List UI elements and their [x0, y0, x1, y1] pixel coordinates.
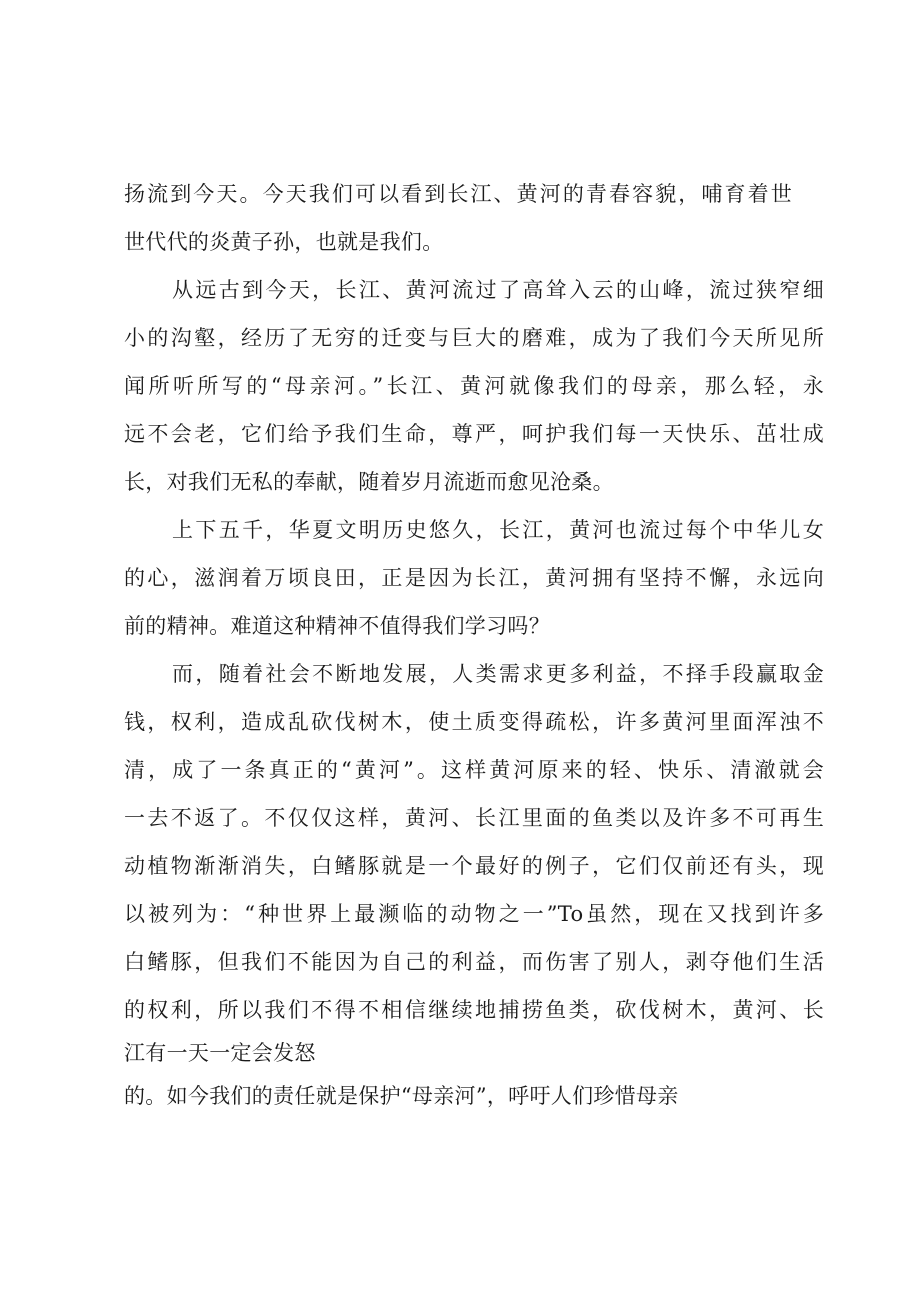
paragraph-1 — [124, 170, 824, 266]
paragraph-4 — [124, 650, 824, 1120]
paragraph-3 — [124, 506, 824, 650]
text-line: 长，对我们无私的奉献，随着岁月流逝而愈见沧桑。 — [124, 470, 614, 494]
text-line: 小的沟壑，经历了无穷的迁变与巨大的磨难，成为了我们今天所见所 — [124, 326, 824, 350]
text-line: 上下五千，华夏文明历史悠久，长江，黄河也流过每个中华儿女 — [172, 518, 824, 542]
text-line: 的权利，所以我们不得不相信继续地捕捞鱼类，砍伐树木，黄河、长 — [124, 998, 824, 1022]
text-line: 世代代的炎黄子孙，也就是我们。 — [124, 230, 444, 254]
text-line: 白鳍豚，但我们不能因为自己的利益，而伤害了别人，剥夺他们生活 — [124, 950, 824, 974]
paragraph-2 — [124, 266, 824, 506]
text-line: 一去不返了。不仅仅这样，黄河、长江里面的鱼类以及许多不可再生 — [124, 806, 824, 830]
text-line: 钱，权利，造成乱砍伐树木，使土质变得疏松，许多黄河里面浑浊不 — [124, 710, 824, 734]
text-line: 清，成了一条真正的“黄河”。这样黄河原来的轻、快乐、清澈就会 — [124, 758, 824, 782]
text-line: 远不会老，它们给予我们生命，尊严，呵护我们每一天快乐、茁壮成 — [124, 422, 824, 446]
body-text — [124, 170, 824, 1120]
text-line: 动植物渐渐消失，白鳍豚就是一个最好的例子，它们仅前还有头，现 — [124, 854, 824, 878]
text-line: 闻所听所写的“母亲河。”长江、黄河就像我们的母亲，那么轻，永 — [124, 374, 824, 398]
text-line: 扬流到今天。今天我们可以看到长江、黄河的青春容貌，哺育着世 — [124, 182, 792, 206]
text-line: 以被列为：“种世界上最濒临的动物之一”To虽然，现在又找到许多 — [124, 902, 824, 926]
text-line: 的。如今我们的责任就是保护“母亲河”，呼吁人们珍惜母亲 — [124, 1084, 679, 1108]
text-line: 的心，滋润着万顷良田，正是因为长江，黄河拥有坚持不懈，永远向 — [124, 566, 824, 590]
text-line: 前的精神。难道这种精神不值得我们学习吗？ — [124, 614, 550, 638]
text-line: 而，随着社会不断地发展，人类需求更多利益，不择手段赢取金 — [172, 662, 824, 686]
text-line: 江有一天一定会发怒 — [124, 1041, 316, 1065]
text-line: 从远古到今天，长江、黄河流过了高耸入云的山峰，流过狭窄细 — [172, 278, 824, 302]
